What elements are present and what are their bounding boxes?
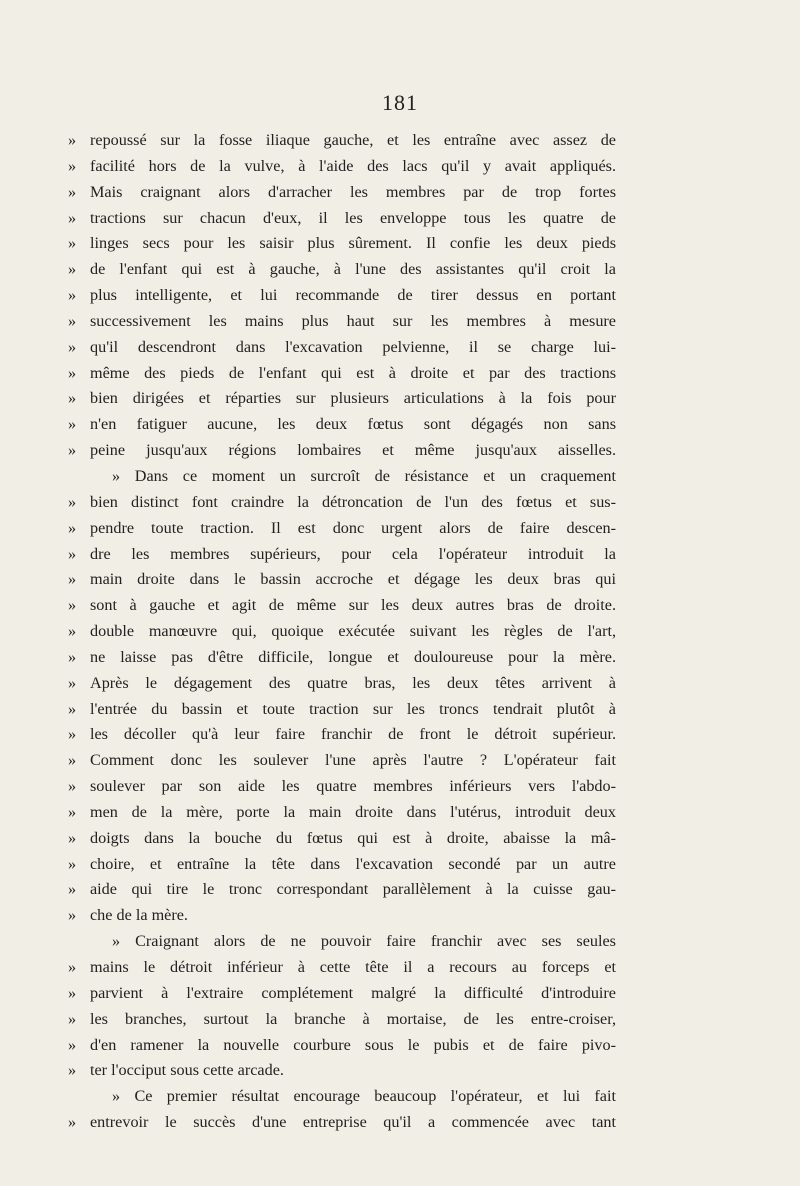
line-text: repoussé sur la fosse iliaque gauche, et les entraîne avec assez de bbox=[90, 131, 616, 149]
text-line bbox=[68, 283, 616, 309]
quote-mark: » bbox=[68, 234, 77, 253]
text-line bbox=[68, 257, 616, 283]
text-line bbox=[68, 438, 616, 464]
quote-mark: » bbox=[68, 906, 77, 925]
line-text: facilité hors de la vulve, à l'aide des lacs qu'il y avait appliqués. bbox=[90, 156, 616, 175]
text-line bbox=[68, 671, 616, 697]
line-text: l'entrée du bassin et toute traction sur les troncs tendrait plutôt à bbox=[90, 699, 616, 718]
quote-mark: » bbox=[68, 1061, 77, 1080]
line-text: entrevoir le succès d'une entreprise qu'il a commencée avec tant bbox=[90, 1113, 616, 1132]
text-line bbox=[68, 593, 616, 619]
line-text: » Dans ce moment un surcroît de résistance et un craquement bbox=[112, 466, 616, 485]
quote-mark: » bbox=[68, 182, 77, 201]
body-text bbox=[68, 128, 616, 1136]
quote-mark: » bbox=[68, 286, 77, 305]
line-text: les branches, surtout la branche à mortaise, de les entre-croiser, bbox=[90, 1009, 616, 1028]
text-line bbox=[68, 309, 616, 335]
quote-mark: » bbox=[68, 983, 77, 1002]
quote-mark: » bbox=[68, 828, 77, 847]
quote-mark: » bbox=[68, 337, 77, 356]
quote-mark: » bbox=[68, 1009, 77, 1028]
quote-mark: » bbox=[68, 622, 77, 641]
text-line bbox=[68, 1110, 616, 1136]
text-line bbox=[68, 154, 616, 180]
quote-mark: » bbox=[68, 544, 77, 563]
text-line bbox=[68, 852, 616, 878]
quote-mark: » bbox=[68, 518, 77, 537]
line-text: sont à gauche et agit de même sur les deux autres bras de droite. bbox=[90, 596, 616, 615]
quote-mark: » bbox=[68, 363, 77, 382]
quote-mark: » bbox=[68, 492, 77, 511]
text-line bbox=[68, 516, 616, 542]
text-line bbox=[68, 1033, 616, 1059]
quote-mark: » bbox=[68, 777, 77, 796]
text-line bbox=[68, 645, 616, 671]
line-text: double manœuvre qui, quoique exécutée suivant les règles de l'art, bbox=[90, 622, 616, 641]
text-line bbox=[68, 335, 616, 361]
quote-mark: » bbox=[68, 854, 77, 873]
line-text: doigts dans la bouche du fœtus qui est à droite, abaisse la mâ- bbox=[90, 828, 616, 847]
text-line bbox=[68, 826, 616, 852]
line-text: main droite dans le bassin accroche et dégage les deux bras qui bbox=[90, 570, 616, 589]
quote-mark: » bbox=[68, 1113, 77, 1132]
quote-mark: » bbox=[68, 156, 77, 175]
quote-mark: » bbox=[68, 415, 77, 434]
text-line bbox=[68, 1058, 616, 1084]
line-text: men de la mère, porte la main droite dans l'utérus, introduit deux bbox=[90, 802, 616, 821]
line-text: successivement les mains plus haut sur les membres à mesure bbox=[90, 311, 616, 330]
line-text: dre les membres supérieurs, pour cela l'opérateur introduit la bbox=[90, 544, 616, 563]
line-text: soulever par son aide les quatre membres inférieurs vers l'abdo- bbox=[90, 777, 616, 796]
text-line bbox=[68, 903, 616, 929]
line-text: bien distinct font craindre la détroncation de l'un des fœtus et sus- bbox=[90, 492, 616, 511]
quote-mark: » bbox=[68, 441, 77, 460]
text-line bbox=[68, 619, 616, 645]
quote-mark: » bbox=[68, 570, 77, 589]
line-text: aide qui tire le tronc correspondant parallèlement à la cuisse gau- bbox=[90, 880, 616, 899]
line-text: qu'il descendront dans l'excavation pelvienne, il se charge lui- bbox=[90, 337, 616, 356]
text-line bbox=[68, 877, 616, 903]
line-text: bien dirigées et réparties sur plusieurs articulations à la fois pour bbox=[90, 389, 616, 408]
line-text: de l'enfant qui est à gauche, à l'une des assistantes qu'il croit la bbox=[90, 260, 616, 279]
quote-mark: » bbox=[68, 1035, 77, 1054]
page-number: 181 bbox=[382, 90, 418, 115]
line-text: parvient à l'extraire complétement malgré la difficulté d'introduire bbox=[90, 983, 616, 1002]
quote-mark: » bbox=[68, 596, 77, 615]
quote-mark: » bbox=[68, 131, 77, 149]
line-text: peine jusqu'aux régions lombaires et même jusqu'aux aisselles. bbox=[90, 441, 616, 460]
line-text: Mais craignant alors d'arracher les membres par de trop fortes bbox=[90, 182, 616, 201]
text-line bbox=[68, 490, 616, 516]
line-text: Après le dégagement des quatre bras, les deux têtes arrivent à bbox=[90, 673, 616, 692]
text-line bbox=[68, 231, 616, 257]
text-line bbox=[68, 567, 616, 593]
text-line bbox=[68, 542, 616, 568]
text-line bbox=[68, 955, 616, 981]
text-line bbox=[68, 981, 616, 1007]
line-text: » Craignant alors de ne pouvoir faire franchir avec ses seules bbox=[112, 932, 616, 951]
quote-mark: » bbox=[68, 208, 77, 227]
quote-mark: » bbox=[68, 699, 77, 718]
text-line bbox=[68, 800, 616, 826]
line-text: tractions sur chacun d'eux, il les enveloppe tous les quatre de bbox=[90, 208, 616, 227]
line-text: ter l'occiput sous cette arcade. bbox=[90, 1061, 284, 1080]
line-text: d'en ramener la nouvelle courbure sous le pubis et de faire pivo- bbox=[90, 1035, 616, 1054]
text-line bbox=[68, 464, 616, 490]
text-line bbox=[68, 929, 616, 955]
text-line bbox=[68, 412, 616, 438]
line-text: » Ce premier résultat encourage beaucoup l'opérateur, et lui fait bbox=[112, 1087, 616, 1106]
line-text: n'en fatiguer aucune, les deux fœtus sont dégagés non sans bbox=[90, 415, 616, 434]
text-line bbox=[68, 361, 616, 387]
text-line bbox=[68, 206, 616, 232]
text-line bbox=[68, 722, 616, 748]
line-text: che de la mère. bbox=[90, 906, 188, 925]
quote-mark: » bbox=[68, 673, 77, 692]
line-text: Comment donc les soulever l'une après l'autre ? L'opérateur fait bbox=[90, 751, 616, 770]
text-line bbox=[68, 386, 616, 412]
text-line bbox=[68, 1007, 616, 1033]
quote-mark: » bbox=[68, 311, 77, 330]
quote-mark: » bbox=[68, 260, 77, 279]
quote-mark: » bbox=[68, 389, 77, 408]
text-line bbox=[68, 748, 616, 774]
quote-mark: » bbox=[68, 751, 77, 770]
line-text: plus intelligente, et lui recommande de tirer dessus en portant bbox=[90, 286, 616, 305]
line-text: linges secs pour les saisir plus sûrement. Il confie les deux pieds bbox=[90, 234, 616, 253]
quote-mark: » bbox=[68, 880, 77, 899]
quote-mark: » bbox=[68, 647, 77, 666]
text-line bbox=[68, 774, 616, 800]
quote-mark: » bbox=[68, 958, 77, 976]
quote-mark: » bbox=[68, 802, 77, 821]
line-text: les décoller qu'à leur faire franchir de front le détroit supérieur. bbox=[90, 725, 616, 744]
line-text: même des pieds de l'enfant qui est à droite et par des tractions bbox=[90, 363, 616, 382]
quote-mark: » bbox=[68, 725, 77, 744]
line-text: ne laisse pas d'être difficile, longue et douloureuse pour la mère. bbox=[90, 647, 616, 666]
text-line bbox=[68, 697, 616, 723]
line-text: pendre toute traction. Il est donc urgent alors de faire descen- bbox=[90, 518, 616, 537]
text-line bbox=[68, 1084, 616, 1110]
line-text: mains le détroit inférieur à cette tête il a recours au forceps et bbox=[90, 958, 616, 976]
text-line bbox=[68, 128, 616, 154]
text-line bbox=[68, 180, 616, 206]
line-text: choire, et entraîne la tête dans l'excavation secondé par un autre bbox=[90, 854, 616, 873]
